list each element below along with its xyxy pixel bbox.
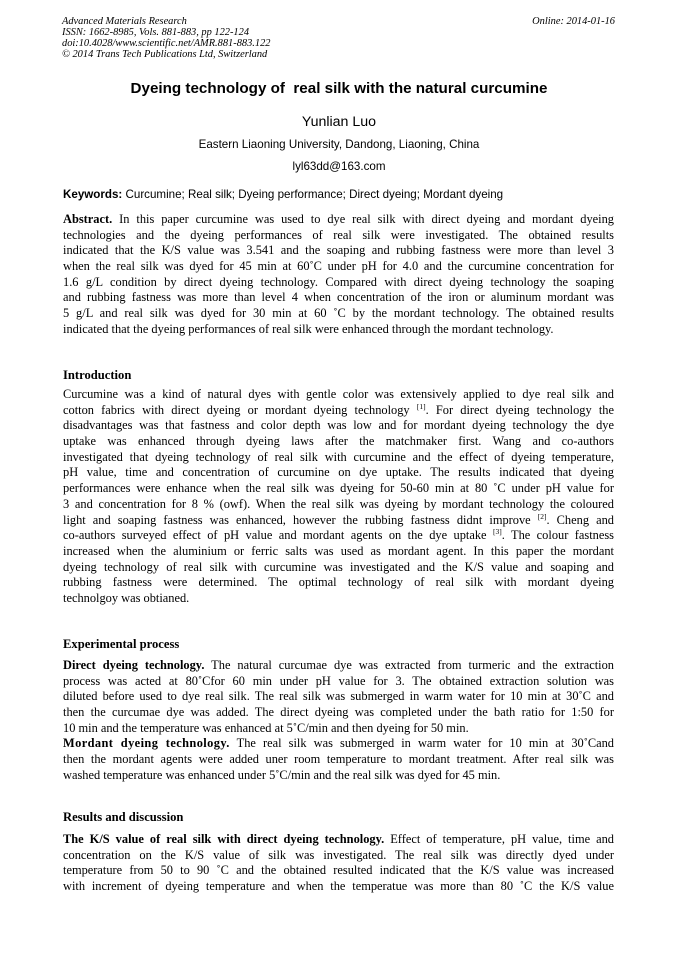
exp-line: diluted before used to dye real silk. The real silk was submerged in warm water for 10 min at 30˚C and [63,689,614,704]
results-body [63,832,614,895]
journal-issn: ISSN: 1662-8985, Vols. 881-883, pp 122-124 [62,27,250,38]
results-line: with increment of dyeing temperature and when the temperatue was more than 80 ˚C the K/S value [63,879,614,894]
intro-line: 3 and concentration for 8 % (owf). When the real silk was dyeing by mordant technology the coloured [63,496,614,511]
results-line: concentration on the K/S value of silk was investigated. The real silk was directly dyed under [63,847,614,862]
journal-copyright: © 2014 Trans Tech Publications Ltd, Switzerland [62,49,268,60]
journal-header [62,16,270,60]
author-email: lyl63dd@163.com [292,160,386,173]
intro-line: performances were enhance when the real silk was dyeing for 50-60 min at 80 ˚C under pH value for [63,481,614,496]
abstract-line: and rubbing fastness was more than level 4 when concentration of the iron or aluminum mordant was [63,290,614,305]
exp-line: 10 min and the temperature was enhanced at 5˚C/min and then dyeing for 50 min. [63,720,469,735]
abstract-line: Abstract. In this paper curcumine was used to dye real silk with direct dyeing and mordant dyeing [63,212,614,226]
intro-line: co-authors surveyed effect of pH value and mordant agents on the dye uptake [3]. The colour fastness [63,527,614,543]
exp-line: Mordant dyeing technology. The real silk was submerged in warm water for 10 min at 30˚Cand [63,736,614,751]
online-date: Online: 2014-01-16 [532,16,615,27]
mordant-dyeing-label: Mordant dyeing technology. [63,736,230,751]
intro-line: technolgoy was obtianed. [63,590,190,605]
intro-line: cotton fabrics with direct dyeing or mordant dyeing technology [1]. For direct dyeing technology the [63,401,615,417]
intro-line: rubbing fastness were determined. The optimal technology of real silk with mordant dyeing [63,575,614,590]
introduction-body [63,387,614,607]
keywords-label: Keywords: [63,188,123,201]
intro-line: disadvantages was that fastness and color depth was low and for mordant dyeing technology the dye [63,418,614,433]
keywords-text: Curcumine; Real silk; Dyeing performance; Direct dyeing; Mordant dyeing [122,188,504,201]
experimental-body [63,658,614,784]
author-name: Yunlian Luo [301,114,377,130]
abstract-line: 5 g/L and real silk was dyed for 30 min at 60 ˚C by the mordant technology. The obtained results [63,306,614,321]
abstract-line: indicated that the dyeing performances of real silk were enhanced through the mordant technology. [63,321,554,336]
abstract-line: when the real silk was dyed for 45 min at 60˚C under pH for 4.0 and the curcumine concentration for [63,259,614,274]
ks-direct-label: The K/S value of real silk with direct dyeing technology. [63,832,385,846]
exp-line: then the curcumae dye was added. The direct dyeing was completed under the bath ratio for 1:50 for [63,705,614,720]
keywords [63,188,503,201]
exp-line: Direct dyeing technology. The natural curcumae dye was extracted from turmeric and the extraction [63,658,614,672]
abstract-label: Abstract. [63,212,113,226]
intro-line: investigated that dyeing technology of real silk with curcumine and the effect of dyeing temperature, [63,449,614,464]
exp-line: then the mordant agents were added uner room temperature to mordant treatment. After real silk was [63,752,614,767]
direct-dyeing-label: Direct dyeing technology. [63,658,205,672]
citation-1: [1] [416,401,426,411]
author-affiliation: Eastern Liaoning University, Dandong, Liaoning, China [198,138,480,151]
results-line: The K/S value of real silk with direct dyeing technology. Effect of temperature, pH value, time and [63,832,614,846]
intro-line: pH value, time and concentration of curcumine on dye uptake. The results indicated that dyeing [63,465,614,480]
intro-line: uptake was enhanced through dyeing laws after the matchmaker first. Wang and co-authors [63,434,614,449]
journal-doi: doi:10.4028/www.scientific.net/AMR.881-883.122 [62,38,271,49]
results-line: temperature from 50 to 90 ˚C and the obtained resulted indicated that the K/S value was increased [63,863,614,878]
citation-2: [2] [537,511,547,521]
citation-3: [3] [492,527,502,537]
abstract [63,212,614,338]
exp-line: washed temperature was enhanced under 5˚C/min and the real silk was dyed for 45 min. [63,767,501,782]
intro-line: increased when the aluminium or ferric salts was used as mordant agent. In this paper the mordant [63,543,614,558]
abstract-line: technologies and the dyeing performances of real silk were investigated. The obtained results [63,227,614,242]
results-heading: Results and discussion [63,810,184,824]
exp-line: process was acted at 80˚Cfor 60 min under pH value for 3. The obtained extraction solution was [63,673,614,688]
paper-title: Dyeing technology of real silk with the natural curcumine [130,80,548,97]
intro-line: dyeing technology of real silk with curcumine was investigated and the K/S value and soaping and [63,559,614,574]
intro-line: Curcumine was a kind of natural dyes with gentle color was extensively applied to dye real silk and [63,387,614,401]
journal-name: Advanced Materials Research [62,16,187,27]
intro-line: light and soaping fastness was enhanced, however the rubbing fastness didnt improve [2]. Cheng and [63,511,614,527]
abstract-line: indicated that the K/S value was 3.541 and the soaping and rubbing fastness were more than level 3 [63,243,614,258]
experimental-heading: Experimental process [63,637,180,651]
introduction-heading: Introduction [63,368,132,382]
abstract-line: 1.6 g/L condition by direct dyeing technology. Compared with direct dyeing technology the soaping [63,274,614,289]
